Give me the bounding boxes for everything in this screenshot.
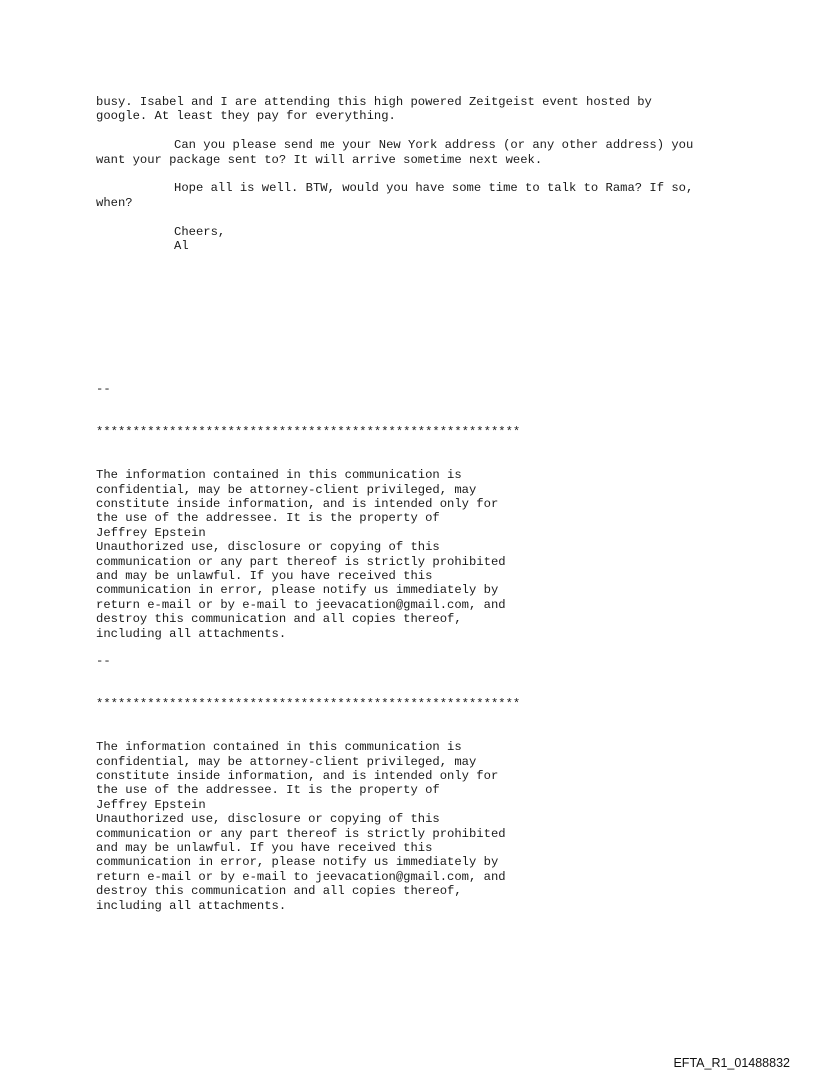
- confidentiality-disclaimer: [96, 625, 520, 927]
- disclaimer-line: destroy this communication and all copies thereof,: [96, 884, 462, 899]
- document-id-stamp: EFTA_R1_01488832: [673, 1056, 790, 1070]
- paragraph-gap: [96, 210, 693, 224]
- paragraph-gap: [96, 124, 693, 138]
- disclaimer-line: communication in error, please notify us immediately by: [96, 855, 499, 870]
- disclaimer-line: Unauthorized use, disclosure or copying of this: [96, 812, 440, 827]
- disclaimer-line: and may be unlawful. If you have received this: [96, 840, 433, 855]
- disclaimer-line: The information contained in this communication is: [96, 740, 462, 755]
- email-line: Cheers,: [174, 224, 226, 239]
- disclaimer-line: including all attachments.: [96, 898, 287, 913]
- disclaimer-line: communication or any part thereof is strictly prohibited: [96, 826, 506, 841]
- email-line: when?: [96, 195, 133, 210]
- disclaimer-line: Jeffrey Epstein: [96, 797, 206, 812]
- disclaimer-line: and may be unlawful. If you have received this: [96, 568, 433, 583]
- email-paragraph: [96, 95, 693, 124]
- email-line: want your package sent to? It will arrive sometime next week.: [96, 152, 543, 167]
- email-line: google. At least they pay for everything.: [96, 109, 396, 124]
- disclaimer-line: the use of the addressee. It is the property of: [96, 511, 440, 526]
- disclaimer-line: return e-mail or by e-mail to jeevacation@gmail.com, and: [96, 597, 506, 612]
- disclaimer-line: communication in error, please notify us immediately by: [96, 583, 499, 598]
- disclaimer-line: destroy this communication and all copies thereof,: [96, 612, 462, 627]
- disclaimer-line: constitute inside information, and is intended only for: [96, 497, 499, 511]
- disclaimer-line: communication or any part thereof is strictly prohibited: [96, 554, 506, 569]
- email-paragraph: [96, 181, 693, 210]
- disclaimer-line: return e-mail or by e-mail to jeevacation@gmail.com, and: [96, 869, 506, 884]
- email-line: Can you please send me your New York address (or any other address) you: [174, 138, 694, 153]
- email-line: Al: [174, 238, 189, 253]
- disclaimer-line: including all attachments.: [96, 626, 287, 641]
- disclaimer-line: Unauthorized use, disclosure or copying of this: [96, 540, 440, 555]
- disclaimer-line: confidential, may be attorney-client privileged, may: [96, 482, 477, 497]
- email-line: Hope all is well. BTW, would you have some time to talk to Rama? If so,: [174, 181, 694, 196]
- paragraph-gap: [96, 167, 693, 181]
- disclaimer-text: [96, 740, 520, 913]
- confidentiality-disclaimer: [96, 353, 520, 655]
- disclaimer-line: The information contained in this communication is: [96, 468, 462, 483]
- disclaimer-line: the use of the addressee. It is the property of: [96, 783, 440, 798]
- signature-separator: --: [96, 381, 111, 396]
- asterisk-divider: **********************************************************: [96, 425, 521, 440]
- disclaimer-line: constitute inside information, and is intended only for: [96, 769, 499, 783]
- disclaimer-text: [96, 468, 520, 641]
- email-line: busy. Isabel and I are attending this high powered Zeitgeist event hosted by: [96, 95, 652, 109]
- asterisk-divider: **********************************************************: [96, 697, 521, 712]
- email-paragraph: [96, 225, 693, 254]
- signature-separator: --: [96, 653, 111, 668]
- disclaimer-line: Jeffrey Epstein: [96, 525, 206, 540]
- email-paragraph: [96, 138, 693, 167]
- disclaimer-line: confidential, may be attorney-client privileged, may: [96, 754, 477, 769]
- email-body: [96, 95, 693, 253]
